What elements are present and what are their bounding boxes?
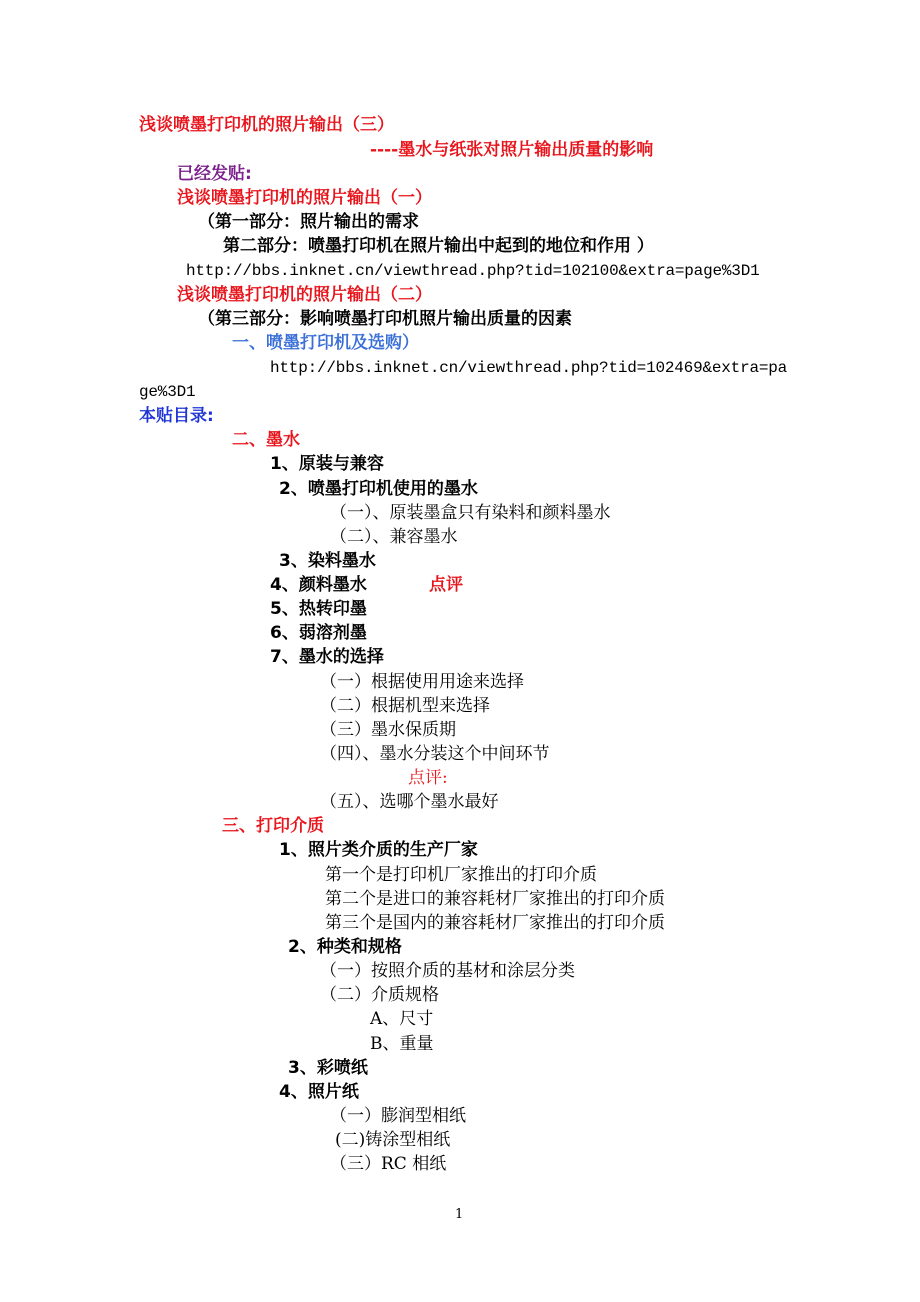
sec3-item2b: （二）介质规格 [320, 985, 439, 1005]
post1-part1: （第一部分：照片输出的需求 [198, 212, 419, 232]
sec2-item4-comment[interactable]: 点评 [429, 575, 463, 595]
sec2-item7: 7、墨水的选择 [270, 647, 384, 667]
post2-section1 [232, 332, 419, 354]
post2-url-link-line2[interactable]: ge%3D1 [139, 383, 196, 401]
sec3-item2: 2、种类和规格 [288, 937, 402, 957]
post2-url-link-line1[interactable]: http://bbs.inknet.cn/viewthread.php?tid=102469&extra=pa [270, 359, 788, 377]
sec2-item6: 6、弱溶剂墨 [270, 623, 367, 643]
sec2-heading: 二、墨水 [232, 430, 300, 450]
post1-url-link[interactable]: http://bbs.inknet.cn/viewthread.php?tid=102100&extra=page%3D1 [186, 262, 760, 280]
post2-title-link[interactable]: 浅谈喷墨打印机的照片输出（二） [177, 285, 432, 305]
sec2-item3: 3、染料墨水 [279, 551, 376, 571]
document-subtitle: ----墨水与纸张对照片输出质量的影响 [370, 140, 654, 160]
sec3-item4c: （三）RC 相纸 [330, 1154, 447, 1174]
sec3-item1b: 第二个是进口的兼容耗材厂家推出的打印介质 [325, 889, 665, 909]
sec2-item2b: （二）、兼容墨水 [330, 527, 458, 547]
sec2-item7a: （一）根据使用用途来选择 [320, 672, 524, 692]
published-label: 已经发贴: [177, 164, 252, 184]
sec2-item5: 5、热转印墨 [270, 599, 367, 619]
sec2-item4: 4、颜料墨水 [270, 575, 367, 595]
sec3-heading: 三、打印介质 [222, 816, 324, 836]
sec3-item2a: （一）按照介质的基材和涂层分类 [320, 961, 575, 981]
sec2-item7b: （二）根据机型来选择 [320, 696, 490, 716]
post1-part2: 第二部分：喷墨打印机在照片输出中起到的地位和作用 ） [223, 236, 654, 256]
sec3-item4: 4、照片纸 [279, 1082, 359, 1102]
sec3-item4a: （一）膨润型相纸 [330, 1106, 466, 1126]
sec2-item2a: （一）、原装墨盒只有染料和颜料墨水 [330, 503, 611, 523]
post2-section1-text: 一、喷墨打印机及选购） [232, 333, 419, 353]
sec3-item1: 1、照片类介质的生产厂家 [279, 840, 478, 860]
sec2-item7e: （五）、选哪个墨水最好 [320, 792, 499, 812]
toc-label: 本贴目录: [139, 406, 214, 426]
sec2-item7d-comment[interactable]: 点评: [408, 768, 448, 788]
sec3-item2b2: B、重量 [370, 1034, 434, 1054]
sec3-item1a: 第一个是打印机厂家推出的打印介质 [325, 865, 597, 885]
sec2-item7c: （三）墨水保质期 [320, 720, 456, 740]
sec3-item2b1: A、尺寸 [370, 1009, 434, 1029]
sec3-item1c: 第三个是国内的兼容耗材厂家推出的打印介质 [325, 913, 665, 933]
post1-title-link[interactable]: 浅谈喷墨打印机的照片输出（一） [177, 188, 432, 208]
sec3-item3: 3、彩喷纸 [288, 1058, 368, 1078]
sec2-item7d: （四）、墨水分装这个中间环节 [320, 744, 550, 764]
document-title: 浅谈喷墨打印机的照片输出（三） [139, 115, 394, 135]
sec2-item2: 2、喷墨打印机使用的墨水 [279, 479, 478, 499]
page-number: 1 [455, 1207, 464, 1222]
post2-part3: （第三部分：影响喷墨打印机照片输出质量的因素 [198, 309, 572, 329]
sec2-item1: 1、原装与兼容 [270, 454, 384, 474]
sec3-item4b: (二)铸涂型相纸 [335, 1130, 451, 1150]
